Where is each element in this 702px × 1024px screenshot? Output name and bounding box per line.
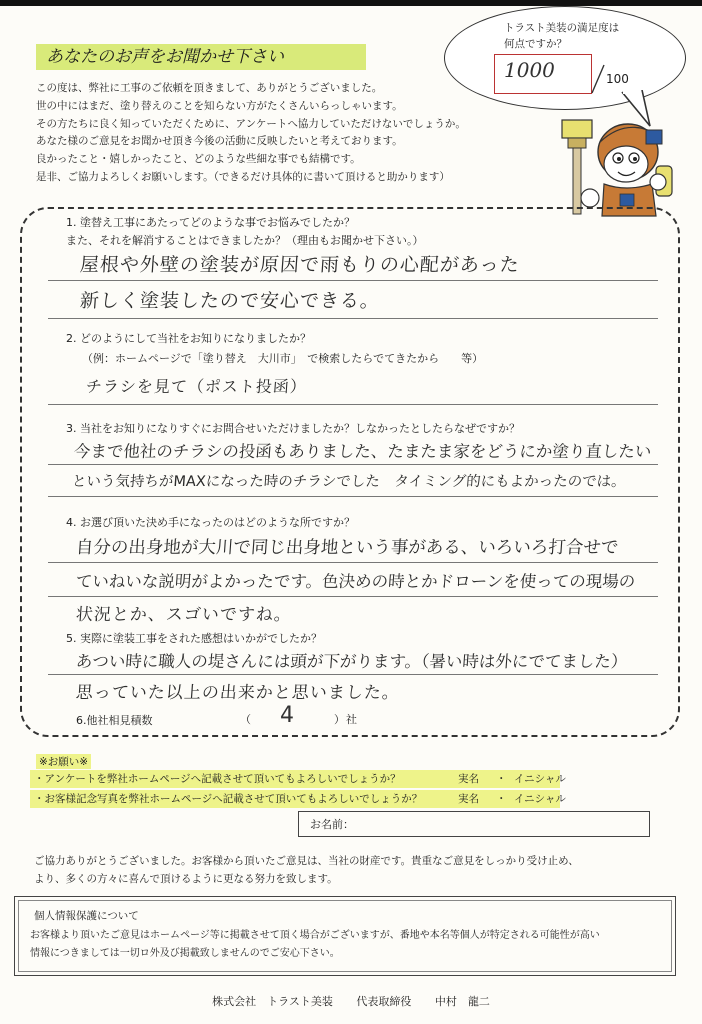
intro-line: この度は、弊社に工事のご依頼を頂きまして、ありがとうございました。 (36, 82, 383, 94)
answer-rule (48, 562, 658, 563)
question-3: 3. 当社をお知りになりすぐにお問合せいただけましたか？しなかったとしたらなぜですか？ (66, 422, 520, 435)
question-6: 6.他社相見積数 (76, 714, 153, 727)
count-paren-open: （ (240, 713, 251, 726)
answer-5-line-2: 思っていた以上の出来かと思いました。 (75, 683, 401, 703)
option-real-name[interactable]: 実名 (458, 773, 479, 785)
score-value: 1000 (504, 58, 555, 82)
question-4: 4. お選び頂いた決め手になったのはどのような所ですか？ (66, 516, 355, 529)
question-5: 5. 実際に塗装工事をされた感想はいかがでしたか？ (66, 632, 322, 645)
intro-line: その方たちに良く知っていただくために、アンケートへ協力していただけないでしょうか。 (36, 117, 466, 130)
thanks-line: ご協力ありがとうございました。お客様から頂いたご意見は、当社の財産です。貴重なご意見をしっかり受け止め、 (34, 855, 579, 867)
option-separator: ・ (496, 793, 507, 805)
rep-title: 代表取締役 (356, 995, 412, 1008)
answer-4-line-2: ていねいな説明がよかったです。色決めの時とかドローンを使っての現場の (75, 572, 636, 591)
privacy-line-1: お客様より頂いたご意見はホームページ等に掲載させて頂く場合がございますが、番地や本名等個人が特定される可能性が高い (30, 930, 600, 941)
satisfaction-question: トラスト美装の満足度は (504, 22, 620, 34)
page-title: あなたのお声をお聞かせ下さい (36, 44, 366, 70)
consent-photo-text: ・お客様記念写真を弊社ホームページへ記載させて頂いてもよろしいでしょうか？ (34, 793, 423, 805)
notes-heading: ※お願い※ (36, 754, 91, 769)
satisfaction-question-2: 何点ですか？ (504, 38, 567, 50)
answer-3-line-1: 今まで他社のチラシの投函もありました、たまたま家をどうにか塗り直したい (73, 442, 653, 461)
answer-rule (48, 596, 658, 597)
answer-3-line-2: という気持ちがMAXになった時のチラシでした タイミング的にもよかったのでは。 (71, 474, 627, 490)
score-max: 100 (606, 72, 629, 86)
intro-line: 是非、ご協力よろしくお願いします。（できるだけ具体的に書いて頂けると助かります） (36, 170, 450, 183)
thanks-line: より、多くの方々に喜んで頂けるように更なる努力を致します。 (34, 873, 338, 885)
rep-name: 中村 龍二 (434, 995, 490, 1008)
mascot-illustration (560, 112, 690, 222)
competitor-count[interactable]: 4 (280, 703, 294, 728)
question-1-sub: また、それを解消することはできましたか？（理由もお聞かせ下さい。） (66, 234, 424, 247)
privacy-line-2: 情報につきましては一切ロ外及び掲載致しませんのでご安心下さい。 (30, 948, 340, 959)
intro-line: 良かったこと・嬉しかったこと、どのような些細な事でも結構です。 (36, 153, 361, 166)
question-1: 1. 塗替え工事にあたってどのような事でお悩みでしたか？ (66, 216, 355, 229)
company-name: 株式会社 トラスト美装 (212, 995, 333, 1008)
answer-rule (48, 318, 658, 319)
answer-5-line-1: あつい時に職人の堤さんには頭が下がります。（暑い時は外にでてました） (75, 652, 628, 671)
answer-2: チラシを見て（ポスト投函） (85, 377, 308, 396)
answer-4-line-3: 状況とか、スゴいですね。 (75, 605, 293, 625)
answer-1-line-2: 新しく塗装したので安心できる。 (79, 290, 381, 312)
consent-survey-row (30, 770, 566, 788)
intro-line: 世の中にはまだ、塗り替えのことを知らない方がたくさんいらっしゃいます。 (36, 99, 403, 112)
intro-text (36, 80, 476, 187)
option-real-name[interactable]: 実名 (458, 793, 479, 805)
consent-survey-text: ・アンケートを弊社ホームページへ記載させて頂いてもよろしいでしょうか？ (34, 773, 401, 785)
top-edge (0, 0, 702, 6)
option-initial[interactable]: イニシャル (514, 773, 566, 785)
option-initial[interactable]: イニシャル (514, 793, 566, 805)
question-2: 2. どのようにして当社をお知りになりましたか？ (66, 332, 311, 345)
answer-rule (48, 496, 658, 497)
slash (590, 64, 606, 94)
answer-rule (48, 674, 658, 675)
name-label: お名前： (310, 818, 354, 831)
intro-line: あなた様のご意見をお聞かせ頂き今後の活動に反映したいと考えております。 (36, 135, 403, 148)
count-paren-close: ） (334, 713, 345, 726)
thanks-text (34, 852, 579, 888)
answer-1-line-1: 屋根や外壁の塗装が原因で雨もりの心配があった (79, 254, 521, 276)
count-unit: 社 (346, 713, 357, 726)
question-2-example: （例：ホームページで「塗り替え 大川市」 で検索したらでてきたから 等） (82, 352, 484, 365)
option-separator: ・ (496, 773, 507, 785)
consent-photo-row (30, 790, 566, 808)
answer-4-line-1: 自分の出身地が大川で同じ出身地という事がある、いろいろ打合せで (75, 538, 620, 558)
footer (0, 993, 702, 1009)
answer-rule (48, 404, 658, 405)
answer-rule (48, 464, 658, 465)
privacy-title: 個人情報保護について (34, 910, 139, 922)
answer-rule (48, 280, 658, 281)
